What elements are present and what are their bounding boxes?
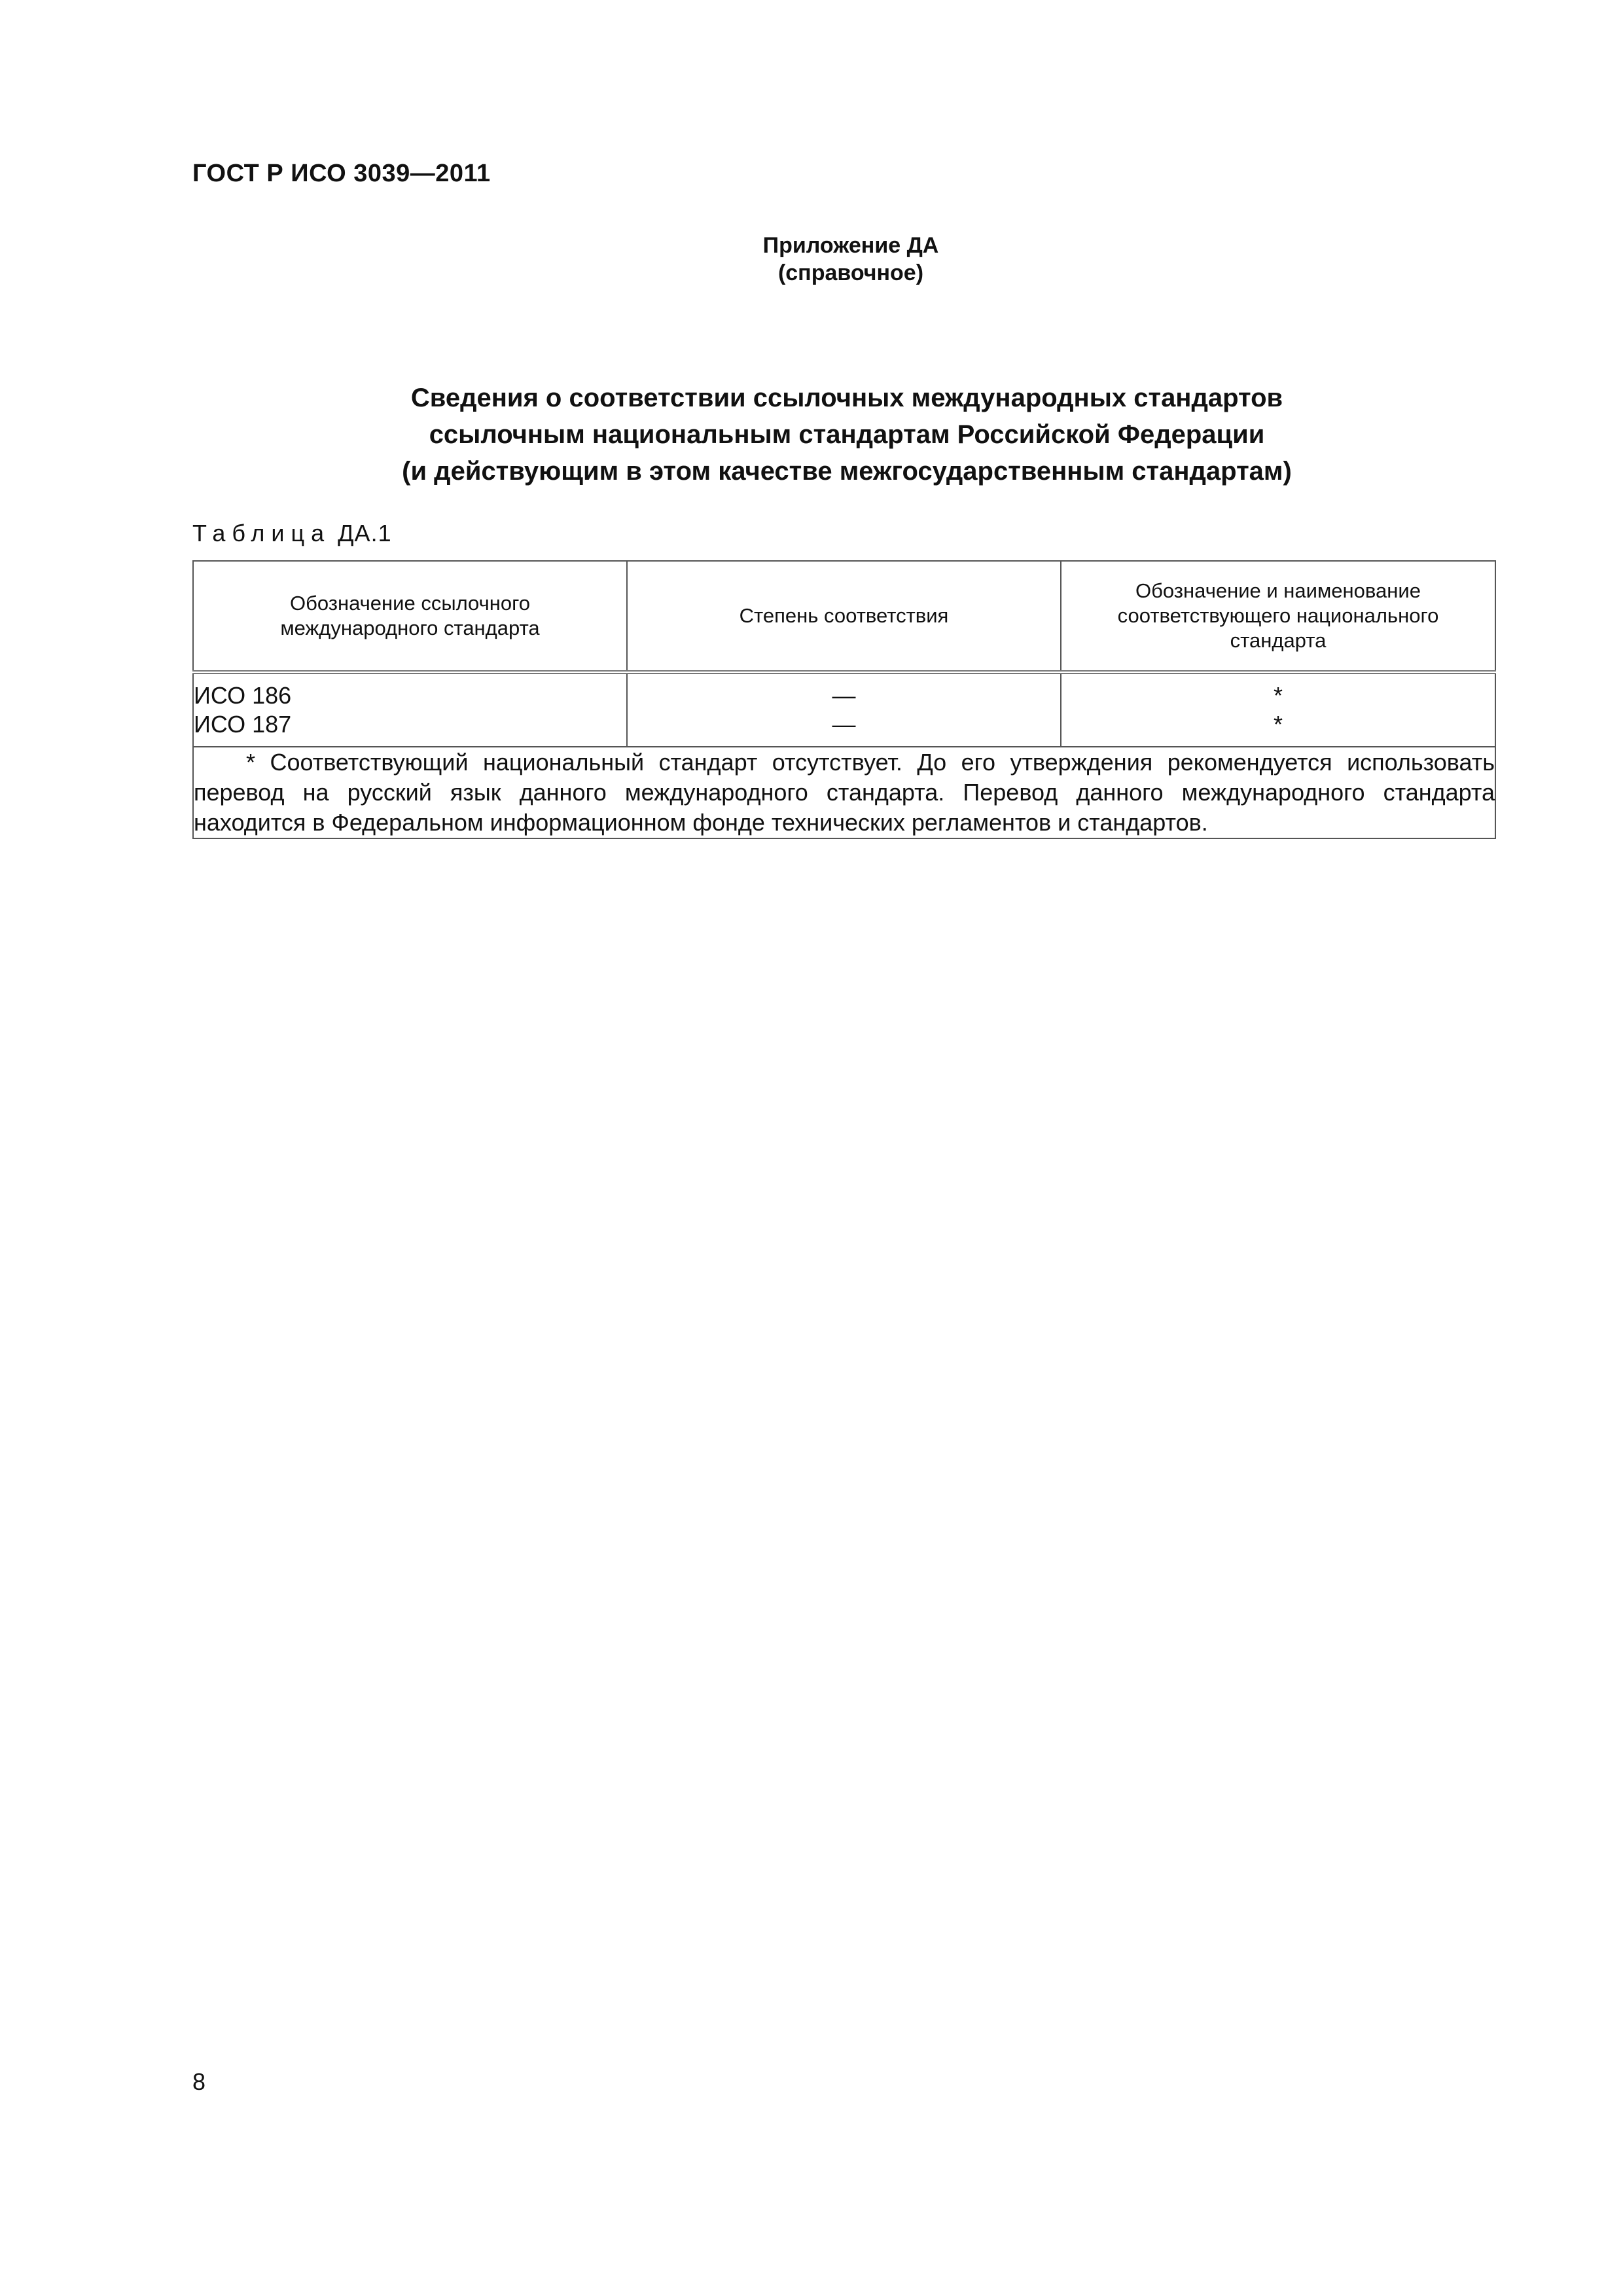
table-note-cell [193, 747, 1495, 838]
header-line: соответствующего национального [1117, 604, 1439, 627]
table-cell-value: ИСО 186 [194, 682, 292, 709]
table-header-row [193, 561, 1495, 672]
reference-table [192, 560, 1496, 839]
table-cell-value: — [832, 682, 856, 709]
cell-international-standards [193, 672, 627, 747]
table-row [193, 672, 1495, 747]
header-line: Обозначение и наименование [1135, 579, 1421, 602]
header-cell-international-designation [193, 561, 627, 672]
table-note-row [193, 747, 1495, 838]
cell-national-standards [1061, 672, 1495, 747]
annex-title: Приложение ДА [762, 233, 939, 258]
document-code: ГОСТ Р ИСО 3039—2011 [192, 160, 491, 187]
section-title-line: Сведения о соответствии ссылочных международных стандартов [410, 384, 1283, 412]
header-cell-national-designation [1061, 561, 1495, 672]
page-number: 8 [192, 2068, 206, 2095]
table-note: * Соответствующий национальный стандарт отсутствует. До его утверждения рекомендуется использовать перевод на русский язык данного международного стандарта. Перевод данного международного стандарта находится в Федеральном информационном фонде технических регламентов и стандартов. [194, 749, 1495, 836]
header-line: Степень соответствия [739, 604, 949, 627]
annex-kind: (справочное) [777, 260, 924, 285]
table-cell-value: ИСО 187 [194, 711, 292, 738]
section-title-line: (и действующим в этом качестве межгосударственным стандартам) [402, 457, 1292, 486]
table-cell-value: — [832, 711, 856, 738]
header-line: Обозначение ссылочного [290, 592, 530, 615]
table-label [192, 520, 392, 547]
table-label-number: ДА.1 [338, 520, 392, 547]
cell-degree [627, 672, 1061, 747]
table-cell-value: * [1273, 711, 1283, 738]
section-title-line: ссылочным национальным стандартам Российской Федерации [429, 420, 1265, 449]
section-title [192, 380, 1501, 490]
header-line: стандарта [1230, 629, 1327, 652]
header-line: международного стандарта [280, 617, 540, 639]
table-cell-value: * [1273, 682, 1283, 709]
header-cell-degree [627, 561, 1061, 672]
table-label-word: Таблица [192, 520, 331, 547]
